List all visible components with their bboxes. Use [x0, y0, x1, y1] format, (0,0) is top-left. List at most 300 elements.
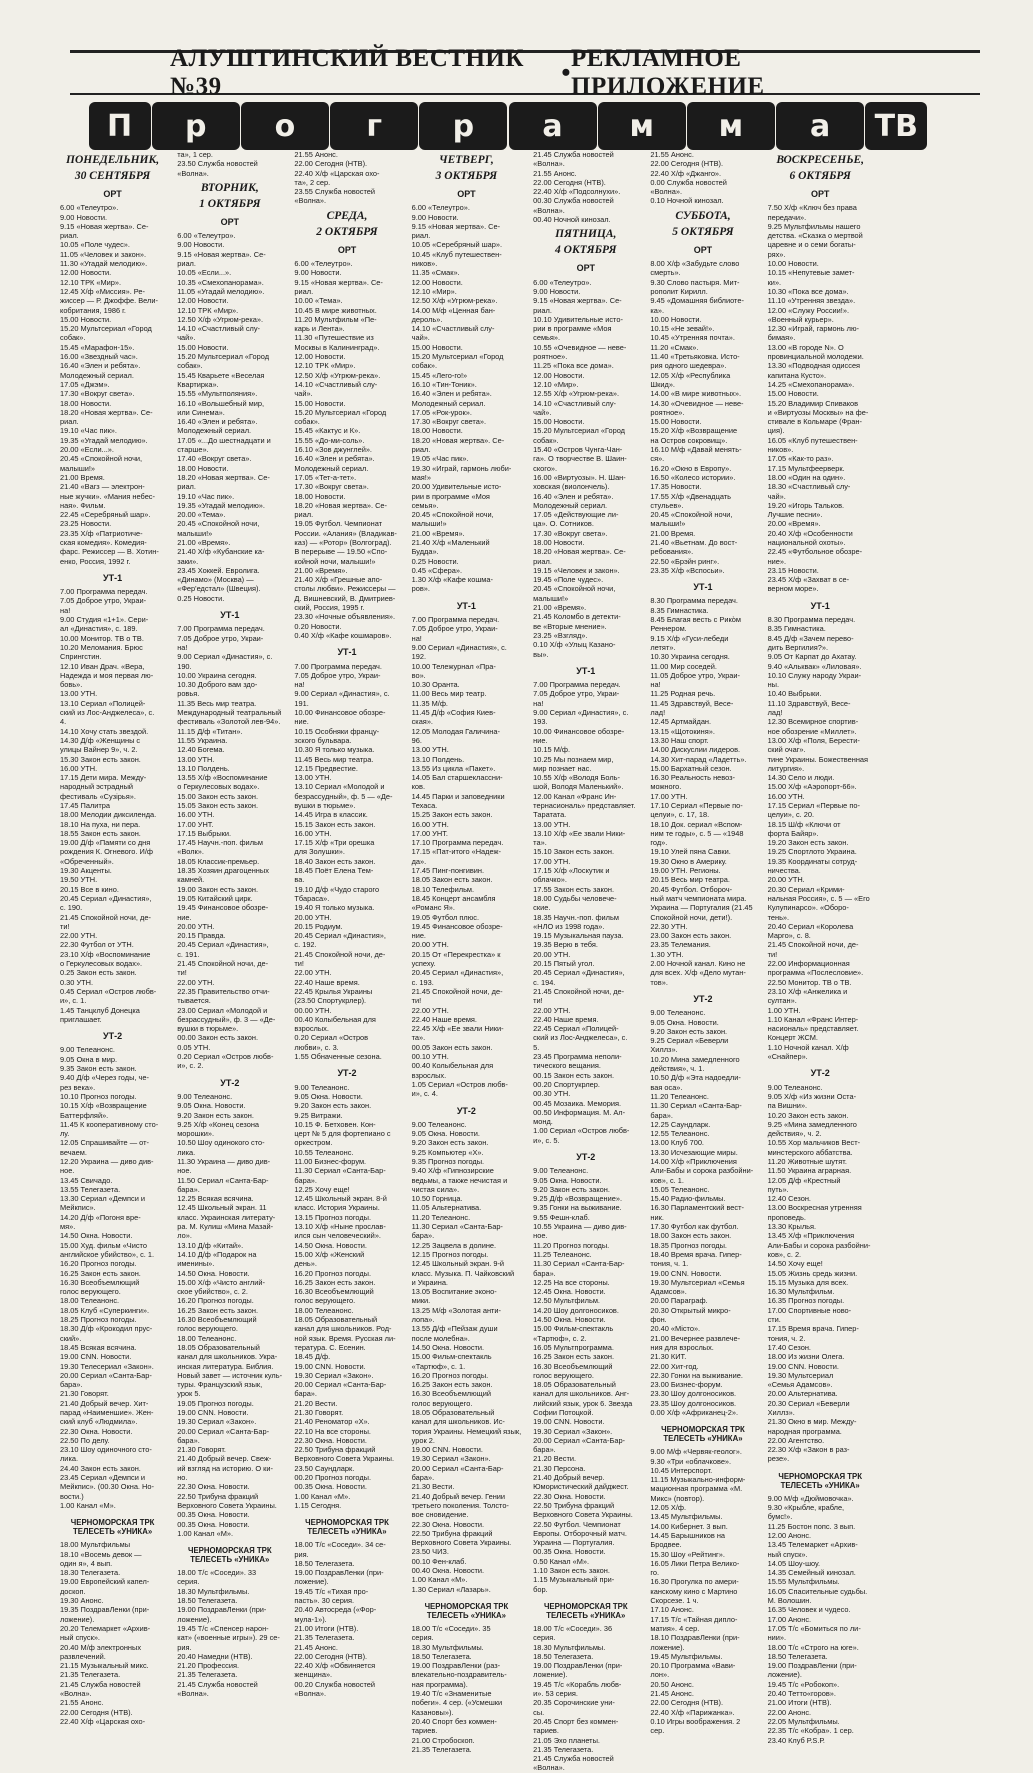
program-line: 9.25 Д/ф «Возвращение». [533, 1194, 622, 1204]
program-line: 16.50 «Колесо истории». [650, 472, 736, 482]
program-line: 9.25 Х/ф «Конец сезона [177, 1119, 260, 1129]
program-line: 21.40 «Вьетнам. До вост- [650, 537, 738, 547]
program-line: 15.00 Новости. [767, 389, 819, 399]
program-line: 15.05 Жизнь средь жизни. [767, 1268, 858, 1278]
program-line: 18.30 «Счастливый слу- [767, 482, 851, 492]
program-line: тине Украины. Божественная [767, 754, 869, 764]
program-line: ние». [767, 556, 787, 566]
program-line: 12.30 «Играй, гармонь лю- [767, 324, 859, 334]
program-line: 22.00 Агентство. [767, 1435, 825, 1445]
program-line: 00.05 Закон есть закон. [411, 1042, 493, 1052]
program-line: рия. [177, 1642, 192, 1652]
program-line: стивале в Кольмаре (Фран- [767, 417, 862, 427]
program-line: 16.40 «Элен и ребята». [177, 417, 258, 427]
program-line: рождения К. Огневого. И/ф [60, 847, 153, 857]
program-line: 9.00 Сериал «Династия», с. [411, 642, 507, 652]
program-line: 10.15 Х/ф «Возвращение [60, 1101, 147, 1111]
program-line: день». [294, 1259, 317, 1269]
program-line: 9.00 Новости. [60, 212, 108, 222]
program-line: 22.30 Окна. Новости. [177, 1482, 250, 1492]
program-line: 9.05 Окна в мир. [60, 1054, 118, 1064]
program-line: 17.45 Научн.-поп. фильм [177, 838, 263, 848]
program-line: 14.10 Хочу стать звездой. [60, 726, 149, 736]
program-line: 13.05 Воспитание эконо- [411, 1287, 497, 1297]
program-line: 14.25 «Смехопанорама». [767, 379, 855, 389]
program-line: 9.00 М/ф «Дюймовочка». [767, 1493, 854, 1503]
program-line: 10.50 Шоу одинокого сто- [177, 1138, 265, 1148]
day-heading: 4 ОКТЯБРЯ [555, 244, 617, 257]
program-line: 19.30 Сериал «Закон». [533, 1426, 613, 1436]
program-line: 19.45 Т/с «Корабль любв- [533, 1679, 622, 1689]
program-line: 19.00 CNN. Новости. [767, 1361, 839, 1371]
program-line: вы». [533, 649, 549, 659]
program-line: ского». [533, 463, 558, 473]
program-line: 9.05 Окна. Новости. [533, 1175, 602, 1185]
program-line: 15.45 «Кактус и К». [294, 426, 361, 436]
program-line: 13.45 Мультфильмы. [650, 1512, 723, 1522]
program-line: 9.40 Д/ф «Через годы, че- [60, 1073, 149, 1083]
program-line: 7.05 Доброе утро, Украи- [294, 670, 381, 680]
program-line: 00.10 УТН. [411, 1052, 449, 1062]
program-line: 20.30 Сериал «Крими- [767, 884, 845, 894]
program-line: 12.00 Новости. [60, 268, 112, 278]
program-line: 8.00 Х/ф «Забудьте слово [650, 259, 740, 269]
program-line: 14.50 Окна. Новости. [294, 1240, 367, 1250]
program-line: о Геркулесовых водах». [60, 959, 143, 969]
program-line: 22.40 Х/ф «Царская охо- [294, 168, 380, 178]
program-line: малыши!» [411, 519, 447, 529]
program-line: 18.35 Прогноз погоды. [650, 1240, 727, 1250]
program-line: 1.00 УТН. [767, 1005, 801, 1015]
program-line: Скорсезе. 1 ч. [650, 1596, 699, 1606]
program-line: именины». [177, 1259, 215, 1269]
day-heading: ПОНЕДЕЛЬНИК, [66, 154, 160, 166]
program-line: мая!» [411, 472, 431, 482]
program-line: 17.15 Х/ф «Три орешка [294, 838, 375, 848]
program-line: Кулупинарсо». «Оборо- [767, 903, 849, 913]
program-line: 11.20 Животные шутят. [767, 1156, 847, 1166]
program-line: 12.10 ТРК «Мир». [177, 305, 239, 315]
program-line: 22.40 Наше время. [411, 1014, 477, 1024]
program-line: 17.40 Сезон. [767, 1342, 811, 1352]
program-line: 0.20 Новости. [294, 621, 342, 631]
program-line: 7.05 Доброе утро, Украи- [533, 689, 620, 699]
program-line: 11.45 Здравствуй, Весе- [650, 698, 734, 708]
program-line: любви», с. 3. [294, 1042, 339, 1052]
program-line: 8.35 Гимнастика. [767, 624, 826, 634]
program-line: 11.50 Сериал «Санта-Бар- [177, 1175, 269, 1185]
program-line: 19.00 CNN. Новости. [294, 1361, 366, 1371]
program-line: 20.00 УТН. [177, 921, 215, 931]
program-line: риал. [294, 510, 314, 520]
program-line: Техаса. [411, 801, 438, 810]
program-line: 18.20 «Новая жертва». Се- [177, 472, 270, 482]
program-line: 7.05 Доброе утро, Украи- [411, 624, 498, 634]
channel-heading: УТ-1 [103, 572, 123, 583]
channel-heading: УТ-2 [337, 1068, 357, 1079]
program-line: Украина — Португалия (21.45 [650, 903, 753, 913]
program-line: 18.35 Хозяин драгоценных [177, 866, 269, 876]
program-line: 10.30 Украина сегодня. [650, 652, 730, 662]
program-line: 9.25 Сериал «Беверли [650, 1036, 729, 1046]
program-line: «Волна». [533, 205, 565, 215]
program-line: 9.20 Закон есть закон. [411, 1138, 489, 1148]
program-line: и Украина. [411, 1277, 448, 1287]
program-line: 9.30 «Три «облачкове». [650, 1456, 732, 1466]
program-line: с. 190. [60, 903, 83, 913]
program-line: 17.35 Новости. [650, 482, 702, 492]
program-line: 00.40 Колыбельная для [294, 1014, 376, 1024]
program-line: 17.05 Т/с «Бомиться по ли- [767, 1623, 861, 1633]
program-line: 1.30 УТН. [650, 949, 684, 959]
program-line: 23.35 Телемания. [650, 940, 711, 950]
program-line: Концерт ЖСМ. [767, 1033, 818, 1043]
program-line: 11.30 Сериал «Санта-Бар- [294, 1166, 386, 1176]
program-line: 14.20 Д/ф «Погоня вре- [60, 1212, 141, 1222]
program-line: 8.30 Программа передач. [767, 615, 856, 625]
program-line: 10.00 Монитор. ТВ о ТВ. [60, 633, 144, 643]
program-line: 23.50 Саундларк. [294, 1463, 355, 1473]
program-line: 9.30 Слово пастыря. Мит- [650, 277, 740, 287]
program-line: 20.40 Автосреда («Фор- [294, 1605, 377, 1615]
program-line: и». 53 серия. [533, 1689, 578, 1699]
program-line: 19.00 CNN. Новости. [411, 1445, 483, 1455]
program-line: 21.40 «Вагз — электрон- [60, 482, 145, 492]
program-line: 18.00 Из жизни Олега. [767, 1352, 845, 1362]
program-line: 11.00 Бизнес-форум. [294, 1156, 367, 1166]
day-heading: СУББОТА, [675, 209, 731, 222]
program-line: «НЛО из 1998 года». [533, 921, 605, 931]
channel-heading: УТ-1 [337, 647, 357, 658]
program-line: 17.00 УНТ. [177, 819, 214, 829]
program-line: 17.15 «Пат-итого «Надеж- [411, 847, 501, 857]
program-line: тернасиональ» представляет. [533, 801, 636, 810]
program-line: 17.45 Пинг-понгивин. [411, 866, 485, 876]
program-line: 20.50 Анонс. [650, 1679, 694, 1689]
program-line: ти! [767, 949, 778, 959]
program-line: 17.05 «Действующие ли- [533, 510, 619, 520]
channel-heading: ОРТ [457, 189, 476, 199]
program-line: 00.00 УТН. [294, 1005, 332, 1015]
program-line: ская комедия». Комедия- [60, 537, 147, 547]
program-line: 19.30 Акценты. [60, 866, 112, 876]
program-line: 18.00 Новости. [294, 491, 346, 501]
program-line: 11.30 «Путешествие из [294, 333, 374, 343]
program-line: 7.05 Доброе утро, Украи- [60, 596, 147, 606]
program-line: 16.30 Всеобъемлющий [411, 1389, 491, 1399]
program-line: 11.30 «Угадай мелодию». [60, 259, 148, 269]
program-line: 22.10 На все стороны. [294, 1426, 371, 1436]
program-line: 19.50 УТН. [60, 875, 98, 885]
program-line: 18.10 ПоздравЛенки (при- [650, 1633, 740, 1643]
program-line: дероль». [411, 314, 443, 324]
program-line: 18.00 Новости. [411, 426, 463, 436]
program-line: 20.40 Спорт без коммен- [411, 1716, 497, 1726]
program-line: 1.10 Канал «Франс Интер- [767, 1014, 859, 1024]
program-line: 22.00 УТН. [294, 968, 332, 978]
program-line: 6.00 «Телеутро». [411, 203, 470, 213]
program-line: 22.00 Хит-год. [650, 1361, 699, 1371]
program-line: ков», с. 1. [650, 1175, 684, 1185]
program-line: 15.10 Закон есть закон. [533, 847, 615, 857]
day-heading: ВОСКРЕСЕНЬЕ, [776, 154, 865, 166]
program-line: 20.15 Правда. [177, 931, 226, 941]
program-line: 20.00 «Тема». [177, 510, 226, 520]
program-line: 12.45 Школьный экран. 11 [177, 1203, 267, 1213]
program-line: 0.25 Новости. [177, 593, 225, 603]
channel-heading: УТ-2 [693, 993, 713, 1004]
program-line: инская литература. Библия. [177, 1361, 274, 1371]
program-line: «Фер'едстал» (Швеция). [177, 584, 261, 594]
program-line: Казановы»). [411, 1707, 454, 1717]
program-line: 18.00 Телеанонс. [177, 1333, 237, 1343]
program-line: 16.40 «Элен и ребята». [533, 491, 614, 501]
program-line: 21.40 Добрый вечер. Гении [411, 1491, 506, 1501]
program-line: 9.00 Новости. [533, 286, 581, 296]
program-line: для Золушки». [294, 847, 345, 857]
program-line: 13.45 Телемаркет «Архив- [767, 1540, 858, 1550]
program-line: бара». [411, 1473, 435, 1483]
program-line: риал. [294, 286, 314, 296]
program-line: 19.00 CNN. Новости. [60, 1352, 132, 1362]
day-heading: 5 ОКТЯБРЯ [672, 225, 734, 238]
program-line: 19.30 Мультсериал «Семья [650, 1277, 745, 1287]
program-line: 15.30 Шоу «Рейтинг». [650, 1549, 725, 1559]
channel-heading: ЧЕРНОМОРСКАЯ ТРК ТЕЛЕСЕТЬ «УНИКА» [661, 1425, 745, 1444]
program-line: та», 2 сер. [294, 177, 331, 187]
program-line: 10.00 Финансовое обозре- [294, 708, 386, 718]
program-line: Реннером. [650, 624, 687, 634]
program-line: 00.30 УТН. [533, 1089, 571, 1099]
program-line: 20.45 Сериал «Династия», [294, 931, 386, 941]
program-line: ной язык. Время. Русская ли- [294, 1333, 396, 1343]
program-line: 15.45 Кварьете «Веселая [177, 370, 265, 380]
program-line: 21.30 Окно в мир. Между- [767, 1417, 857, 1427]
program-line: 17.00 УНТ. [411, 828, 448, 838]
program-line: 18.20 «Новая жертва». Се- [411, 435, 505, 445]
program-line: 10.20 Меломания. Брюс [60, 642, 143, 652]
program-line: 18.30 Мультфильмы. [411, 1642, 484, 1652]
program-line: 9.00 Новости. [294, 268, 342, 278]
program-line: 17.15 Т/с «Тайная дипло- [650, 1614, 738, 1624]
program-line: 19.15 Музыкальная пауза. [533, 931, 624, 941]
program-line: 23.30 «Ночные объявления». [294, 612, 396, 622]
program-line: ник. [650, 1212, 664, 1222]
program-line: 17.00 УТН. [533, 856, 571, 866]
program-line: 19.05 «Час пик». [411, 454, 469, 464]
program-line: дить Вергилия?». [767, 642, 828, 652]
program-line: бара». [533, 1268, 556, 1278]
program-line: зского бульвара. [294, 735, 352, 745]
program-line: взрослых. [294, 1024, 329, 1034]
program-line: лон». [650, 1670, 670, 1680]
schedule-column [768, 150, 873, 1773]
program-line: 11.05 Доброе утро, Украи- [650, 670, 741, 680]
program-line: риал. [411, 231, 431, 241]
program-line: 19.35 Верю в тебя. [533, 940, 598, 950]
program-line: 18.00 Т/с «Соседи». 33 [177, 1568, 257, 1578]
program-line: риал. [533, 305, 552, 315]
program-line: 15.15 Закон есть закон. [294, 819, 376, 829]
program-line: на! [650, 680, 661, 690]
program-line: ная». Фильм. [60, 500, 106, 510]
program-line: 12.50 Х/ф «Угрюм-река». [294, 370, 381, 380]
program-line: 10.45 «Утренняя почта». [650, 333, 735, 343]
program-line: 22.00 Анонс. [767, 1707, 812, 1717]
program-line: чай». [177, 333, 196, 343]
program-line: ховская (виолончель). [533, 482, 610, 492]
program-line: 1.15 Сегодня. [294, 1500, 342, 1510]
program-line: 14.00 «В мире животных». [650, 389, 742, 399]
program-line: и», с. 5. [533, 1135, 560, 1145]
program-line: ложение). [294, 1577, 329, 1587]
program-line: 12.50 Мультфильм. [533, 1296, 600, 1306]
program-line: 15.00 Х/ф «Женский [294, 1249, 365, 1259]
program-line: 15.55 Мультфильмы. [767, 1577, 840, 1587]
program-line: 20.00 Сериал «Санта-Бар- [60, 1370, 152, 1380]
program-line: 14.10 «Счастливый слу- [533, 398, 616, 408]
program-line: 13.30 «Подводная одиссея [767, 361, 861, 371]
program-line: о Геркулесовых водах». [177, 782, 260, 792]
program-line: 15.30 Закон есть закон. [60, 754, 141, 764]
program-line: па Вишни». [767, 1101, 808, 1111]
program-line: 22.00 Сегодня (НТВ). [650, 1698, 724, 1708]
channel-heading: УТ-1 [220, 610, 240, 621]
program-line: 18.05 Клуб «Суперкинги». [60, 1305, 150, 1315]
banner-letter-block: а [776, 102, 864, 150]
program-line: английское убийство», с. 1. [60, 1249, 155, 1259]
program-line: 9.05 Х/ф «Из жизни Оста- [767, 1091, 857, 1101]
program-line: улицы Вайнер 9», ч. 2. [60, 745, 138, 755]
program-line: 19.10 «Час пик». [177, 491, 235, 501]
program-line: 18.10 Док. сериал «Вспом- [650, 819, 743, 829]
program-line: «Волна». [177, 168, 209, 178]
program-line: 19.30 Сериал «Закон». [177, 1417, 257, 1427]
program-line: 12.00 Новости. [411, 277, 463, 287]
program-line: ный спуск». [60, 1633, 100, 1643]
program-line: 19.35 ПоздравЛенки (при- [60, 1605, 150, 1615]
program-line: ложение). [767, 1670, 802, 1680]
program-line: 7.50 Х/ф «Ключ без права [767, 203, 857, 213]
program-line: 22.50 Футбол. Чемпионат [533, 1519, 621, 1529]
program-line: 22.30 Х/ф «Закон в раз- [767, 1445, 850, 1455]
program-line: 9.05 Окна. Новости. [650, 1017, 719, 1027]
program-line: 18.40 Время врача. Гипер- [650, 1249, 742, 1259]
program-line: «Тартюф», с. 1. [411, 1361, 466, 1371]
program-line: 9.15 «Новая жертва». Се- [294, 277, 383, 287]
program-line: 21.20 Вести. [294, 1398, 338, 1408]
program-line: 22.30 Гонки на выживание. [650, 1370, 743, 1380]
program-line: 1.15 Музыкальный при- [533, 1575, 615, 1585]
program-line: 11.35 «Смак». [411, 268, 460, 278]
program-line: Бродвее. [650, 1540, 682, 1550]
program-line: 0.45 «Сфера». [411, 565, 463, 575]
program-line: взрослых. [411, 1070, 447, 1080]
program-line: 20.15 От «Перекрестка» к [411, 949, 501, 959]
program-line: 12.45 Окна. Новости. [533, 1287, 606, 1297]
program-line: ло». [177, 1231, 192, 1241]
program-line: 5. [533, 1042, 540, 1052]
channel-heading: УТ-1 [693, 582, 713, 593]
program-line: 14.05 Шоу-шоу. [767, 1558, 821, 1568]
program-line: 16.30 Всеобъемлющий [177, 1315, 257, 1325]
program-line: Европы. Отборочный матч. [533, 1528, 627, 1538]
program-line: «Военный курьер». [767, 314, 834, 324]
program-line: 18.50 Телегазета. [411, 1651, 472, 1661]
program-line: Молодежный сериал. [411, 398, 486, 408]
day-heading: ЧЕТВЕРГ, [439, 154, 494, 166]
program-line: вушки в тюрьме». [294, 801, 356, 810]
program-line: 12.00 Новости. [177, 296, 229, 306]
program-line: и», с. 4. [411, 1089, 438, 1099]
program-line: 20.00 «Время». [767, 519, 821, 529]
program-line: 11.05 «Угадай мелодию». [177, 286, 265, 296]
program-line: 21.20 Профессия. [177, 1661, 240, 1671]
program-line: 0.20 Сериал «Остров [294, 1033, 369, 1043]
program-line: 19.35 «Угадай мелодию». [60, 435, 148, 445]
program-line: ное. [60, 1166, 75, 1176]
program-line: 10.05 «Поле чудес». [60, 240, 130, 250]
program-line: 10.20 Мина замедленного [650, 1054, 740, 1064]
program-line: 10.30 «Пока все дома». [767, 286, 849, 296]
program-line: 0.45 Сериал «Остров любв- [60, 986, 157, 996]
program-line: чай». [767, 491, 786, 501]
program-line: 12.50 Х/ф «Угрюм-река». [177, 314, 264, 324]
program-line: 12.25 Зацвела в долине. [411, 1240, 497, 1250]
program-line: можного. [650, 782, 682, 792]
program-line: 22.00 Сегодня (НТВ). [533, 177, 606, 187]
program-line: 19.05 Китайский цирк. [177, 893, 253, 903]
program-line: женщина». [294, 1670, 333, 1680]
program-line: 10.05 «Серебряный шар». [411, 240, 503, 250]
program-line: 11.25 Бостон попс. 3 вып. [767, 1521, 856, 1531]
program-line: парад «Наименшие». Жен- [60, 1408, 154, 1417]
program-line: 1.00 Канал «М». [177, 1528, 234, 1538]
channel-heading: ОРТ [576, 263, 595, 274]
program-line: ский клуб «Людмила». [60, 1417, 138, 1427]
program-line: народный эстрадный [60, 782, 134, 792]
program-line: рия одного шедевра». [650, 361, 727, 371]
program-line: 12.15 Предвестие. [294, 763, 358, 773]
program-line: 19.00 CNN. Новости. [177, 1408, 249, 1417]
program-line: риал. [177, 259, 196, 269]
program-line: национальной охоты». [767, 537, 846, 547]
program-line: мики. [411, 1296, 431, 1306]
program-line: да». [411, 856, 427, 866]
program-line: тариев. [411, 1726, 438, 1736]
program-line: ников». [411, 259, 438, 269]
program-line: 23.30 Шоу долгоносиков. [650, 1389, 737, 1399]
program-line: 96. [411, 735, 422, 745]
program-line: 22.45 «Футбольное обозре- [767, 547, 863, 557]
program-line: 21.55 Анонс. [60, 1698, 104, 1708]
program-line: 11.20 Телеанонс. [650, 1091, 709, 1101]
program-line: ти! [60, 921, 70, 931]
program-line: 6.00 «Телеутро». [533, 277, 592, 287]
program-line: канал для школьников. Укра- [177, 1352, 278, 1362]
program-line: 21.15 Музыкальный микс. [60, 1661, 149, 1671]
channel-heading: ЧЕРНОМОРСКАЯ ТРК ТЕЛЕСЕТЬ «УНИКА» [187, 1546, 272, 1565]
program-line: 18.00 Мультфильмы [60, 1540, 131, 1550]
program-line: 17.15 Сериал «Первые по- [767, 801, 860, 810]
program-line: лад! [650, 708, 666, 718]
program-line: рях». [767, 249, 786, 259]
program-line: 20.45 «Спокойной ночи, [411, 510, 494, 520]
program-line: 9.00 Телеанонс. [533, 1166, 589, 1176]
program-line: 19.05 Футбол плюс. [411, 912, 480, 922]
program-line: 190. [177, 661, 192, 671]
program-line: 9.25 Витражи. [294, 1110, 343, 1120]
